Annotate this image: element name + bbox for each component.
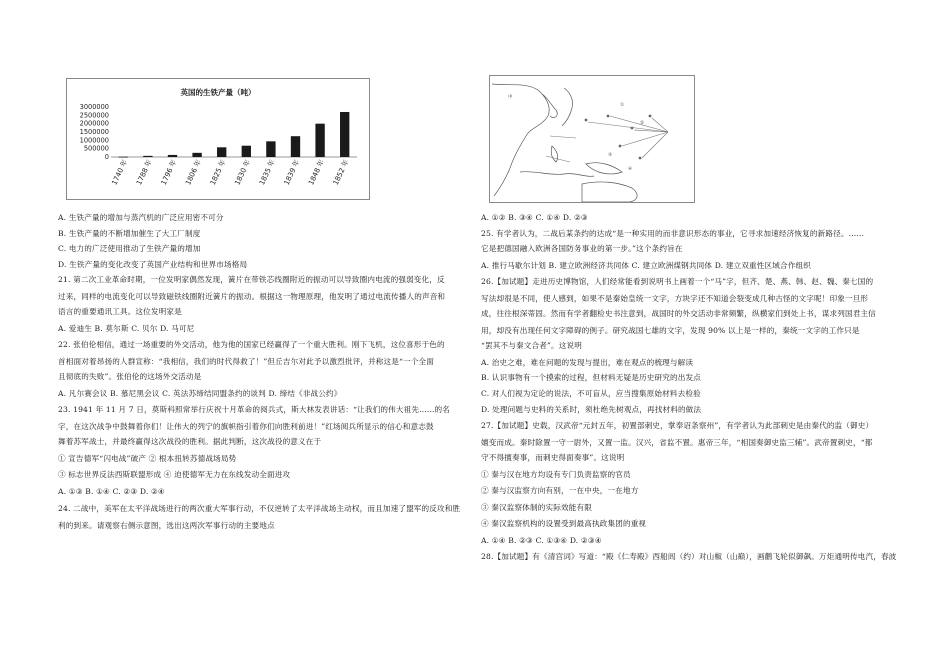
y-tick-label: 0	[104, 153, 109, 161]
chart-svg	[67, 79, 367, 197]
left-text-line: A. 生铁产量的增加与蒸汽机的广泛应用密不可分	[58, 213, 224, 222]
x-tick-label: 1852 年	[331, 158, 351, 187]
right-text-line: “罢其不与秦文合者”。这说明	[481, 341, 582, 350]
map-label: ①	[620, 103, 625, 108]
map-coast-asia	[492, 84, 549, 196]
right-text-line: ③ 秦汉监察体制的实际效能有限	[481, 502, 592, 512]
y-tick-label: 2000000	[79, 119, 109, 128]
bar	[242, 146, 251, 157]
right-text-line: 28.【加试题】有《清宫词》写道：“殿《仁寿殿》西船闾（约）对山椒（山巅），画鹳飞轮似御飙。万炬通明传电汽，春波	[481, 552, 897, 561]
bar	[168, 155, 177, 157]
right-text-line: A. 推行马歇尔计划 B. 建立欧洲经济共同体 C. 建立欧洲煤钢共同体 D. 建立双重性区域合作组织	[481, 260, 811, 270]
bar	[266, 141, 275, 157]
map-label: ④	[628, 167, 633, 172]
map-marker	[619, 145, 622, 148]
right-text-line: 成，往往根深蒂固。然而有学者翻检史书注意到，战国时的外交活动非常频繁，纵横家们到处上书，谋求列国君主信	[481, 309, 876, 318]
left-text-line: B. 生铁产量的不断增加催生了大工厂制度	[58, 228, 201, 238]
pacific-war-map	[489, 75, 695, 203]
right-text-line: 它是把德国融入欧洲各国防务事业的第一步。”这个条约旨在	[481, 244, 683, 253]
right-text-line: 26.【加试题】走进历史博物馆，人们经常能看到说明书上画着一个“马”字，但齐、楚、燕、韩、赵、魏、秦七国的	[481, 277, 874, 286]
x-tick-label: 1740 年	[110, 158, 130, 187]
x-tick-label: 1830 年	[233, 158, 253, 187]
left-text-line: A. 凡尔赛会议 B. 慕尼黑会议 C. 英法苏缔结同盟条约的谈判 D. 缔结《非战公约》	[58, 388, 342, 398]
x-tick-label: 1796 年	[159, 158, 179, 187]
right-text-line: A. ①④ B. ②③ C. ①③④ D. ②③④	[481, 535, 602, 545]
y-tick-label: 500000	[83, 144, 109, 153]
right-text-line: D. 处理问题与史料的关系时，须杜绝先树观点，再找材料的做法	[481, 404, 702, 414]
right-text-line: A. ①② B. ③④ C. ①④ D. ②③	[481, 213, 588, 222]
right-text-line: 嬗变而成。秦时除置一守一尉外，又置一监。汉兴，省监不置。惠帝三年，“相国奏御史监三辅”。武帝置刺史，“都	[481, 437, 873, 447]
left-text-line: ③ 标志世界反法西斯联盟形成 ④ 迫使德军无力在东线发动全面进攻	[58, 470, 291, 479]
map-marker	[649, 115, 652, 118]
map-australia	[582, 182, 637, 202]
x-tick-label: 1806 年	[184, 158, 203, 187]
map-marker	[607, 115, 610, 118]
x-tick-label: 1835 年	[258, 158, 277, 187]
bar	[192, 153, 201, 157]
left-text-line: 语言的重要通讯工具。这位发明家是	[58, 307, 182, 316]
right-text-line: 守不得擅奏事，而刺史得面奏事”。这说明	[481, 453, 625, 462]
left-text-line: D. 生铁产量的变化改变了英国产业结构和世界市场格局	[58, 259, 248, 269]
left-text-line: 且彻底的失败”。张伯伦的这场外交活动是	[58, 372, 202, 381]
map-label: ③	[608, 153, 613, 158]
left-text-line: 利的到来。请观察右侧示意图，选出这两次军事行动的主要地点	[58, 520, 275, 530]
left-text-line: 字，在这次战争中鼓舞着你们！让伟大的列宁的旗帜指引着你们向胜利前进！”红场阅兵所显示的信心和意志鼓	[58, 421, 434, 431]
y-tick-label: 1500000	[79, 128, 109, 136]
left-text-line: 21. 第二次工业革命时期，一位发明家偶然发现，簧片在带铁芯线圈附近的振动可以导致圈内电流的强弱变化，反	[58, 275, 445, 284]
map-label: ②	[640, 121, 645, 126]
left-text-line: 过来，同样的电流变化可以导致磁铁线圈附近簧片的振动。根据这一物理原理，他发明了通过电流传播人的声音和	[58, 291, 446, 301]
right-text-line: ④ 秦汉监察机构的设置受到最高执政集团的重视	[481, 519, 647, 528]
right-text-line: ① 秦与汉在地方均设有专门负责监察的官员	[481, 469, 631, 479]
x-tick-label: 1788 年	[135, 158, 154, 187]
map-arrow	[588, 122, 668, 132]
chart-title: 英国的生铁产量（吨）	[180, 88, 256, 97]
x-tick-label: 1839 年	[282, 158, 302, 187]
left-text-line: 23. 1941 年 11 月 7 日，莫斯科照常举行庆祝十月革命的阅兵式，斯大林发表讲话：“让我们的伟大祖先……的名	[58, 405, 451, 414]
y-tick-label: 1000000	[79, 136, 109, 145]
left-text-line: ① 宣告德军“闪电战”破产 ② 根本扭转苏德战场局势	[58, 453, 237, 463]
right-text-line: 写法却很是不同，使人感到，如果不是秦始皇统一文字，方块字还不知道会裂变成几种古怪的文字呢！印象一旦形	[481, 293, 869, 303]
map-marker	[639, 157, 642, 160]
left-text-line: A. 爱迪生 B. 莫尔斯 C. 贝尔 D. 马可尼	[58, 323, 195, 333]
map-philippines	[551, 146, 557, 162]
bar	[291, 136, 300, 157]
left-text-line: A. ①③ B. ①④ C. ②③ D. ②④	[58, 486, 165, 496]
left-text-line: 24. 二战中，美军在太平洋战场进行的两次重大军事行动，不仅逆转了太平洋战场主动权，而且加速了盟军的反攻和胜	[58, 503, 461, 513]
left-text-line: 22. 张伯伦相信，通过一场重要的外交活动，他为他的国家已经赢得了一个重大胜利。刚下飞机，这位喜形于色的	[58, 340, 445, 349]
map-new-guinea	[586, 163, 622, 174]
right-text-line: 25. 有学者认为，二战后某条约的达成“是一种实用的而非意识形态的事业，它寻求加速经济恢复的新路径。……	[481, 228, 865, 238]
map-arrow	[550, 136, 576, 138]
map-indonesia	[520, 172, 594, 177]
bar	[143, 156, 152, 157]
right-text-line: B. 认识事物有一个摸索的过程，但材料无疑是历史研究的出发点	[481, 373, 701, 382]
y-tick-label: 2500000	[79, 111, 109, 120]
left-text-line: 首相面对着昂扬的人群宣称：“我相信，我们的时代得救了！”但丘吉尔对此予以激烈批评，并称这是“一个全面	[58, 356, 435, 366]
right-text-line: 27.【加试题】史载，汉武帝“元封五年，初置部刺史，掌奉诏条察州”，有学者认为此部刺史是由秦代的监（御史）	[481, 421, 874, 430]
y-tick-label: 3000000	[79, 103, 109, 111]
map-marker	[585, 119, 588, 122]
x-tick-label: 1825 年	[208, 158, 228, 187]
right-text-line: A. 治史之难，难在问题的发现与提出，难在观点的梳理与解读	[481, 357, 694, 367]
pig-iron-chart	[66, 78, 370, 200]
map-label: 中	[508, 95, 513, 100]
bar	[217, 147, 226, 157]
x-tick-label: 1848 年	[307, 158, 326, 187]
map-marker	[631, 127, 634, 130]
bar	[340, 112, 349, 157]
left-text-line: 舞着苏军战士，并最终赢得这次战役的胜利。据此判断，这次战役的意义在于	[58, 437, 322, 446]
map-japan	[562, 88, 573, 126]
map-coast-korea	[542, 94, 557, 118]
right-text-line: ② 秦与汉监察方向有别，一在中央，一在地方	[481, 486, 639, 495]
bar	[315, 124, 324, 157]
left-text-line: C. 电力的广泛使用推动了生铁产量的增加	[58, 244, 201, 253]
right-text-line: 用，却没有出现任何文字障碍的例子。研究战国七雄的文字，发现 90% 以上是一样的，秦统一文字的工作只是	[481, 325, 860, 335]
map-svg	[490, 76, 694, 202]
right-text-line: C. 对人们视为定论的说法，不可盲从，应当搜集原始材料去检验	[481, 389, 701, 398]
bar	[119, 157, 128, 158]
